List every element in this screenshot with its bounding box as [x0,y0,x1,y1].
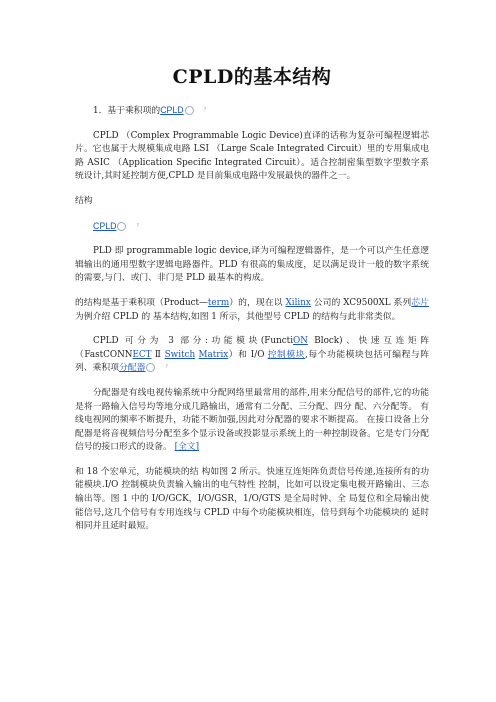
paragraph-function-block: 和 18 个宏单元，功能模块的结 构如图 2 所示。快速互连矩阵负责信号传递,连接所有的功能模块.I/O 控制模块负责输入输出的电气特性 控制，比如可以设定集电极开路输出、三态输出等。图 1 中的 I/O/GCK，I/O/GSR，1/O/GTS 是全局时钟、全 局复位和全局输出使能信号,这几个信号有专用连线与 CPLD 中每个功能模块相连，信号到每个功能模块的 延时相同并且延时最短。 [75,466,429,532]
cpld-link-2[interactable]: CPLD [93,220,117,231]
switch-link[interactable]: Switch [164,349,196,360]
paragraph-structure [75,297,429,324]
chip-link[interactable]: 芯片 [411,297,429,308]
full-text-link[interactable]: [全文] [174,442,200,453]
help-circle-icon[interactable]: ? [146,363,155,372]
matrix-link[interactable]: Matrix [198,349,229,360]
distributor-link[interactable]: 分配器 [119,363,146,374]
text-run: ）和 I/O [228,349,268,360]
text-run: Ⅱ [151,349,165,360]
term-link[interactable]: term [207,297,230,308]
cpld-link[interactable]: CPLD [160,105,184,115]
text-run: Block)、快速互连矩阵（FastCONN [75,336,430,360]
help-circle-icon[interactable]: ? [185,106,194,115]
text-run: 的结构是基于乘积项（Product— [75,297,208,308]
section-heading-structure: 结构 [75,195,93,206]
paragraph-distributor [75,387,429,455]
section-heading-1 [75,104,429,119]
paragraph-components [75,335,429,376]
text-run: 公司的 XC9500XL 系列 [310,297,412,308]
text-run: 为例介绍 CPLD 的 基本结构,如图 1 所示，其他型号 CPLD 的结构与此非常类似。 [75,311,401,322]
text-run: ）的，现在以 [229,297,286,308]
io-control-link[interactable]: 控制模块 [267,349,306,360]
ect-link[interactable]: ECT [132,349,152,360]
section-heading-2 [75,220,429,235]
xilinx-link[interactable]: Xilinx [285,297,311,308]
heading-prefix: 1．基于乘积项的 [93,106,161,116]
document-page [75,0,429,534]
page-title: CPLD的基本结构 [172,66,332,88]
paragraph-definition: CPLD （Complex Programmable Logic Device)直译的话称为复杂可编程逻辑芯片。它也属于大规模集成电路 LSI （Large Scale Integrated Circuit）里的专用集成电路 ASIC （Application Specific Integrated Circuit）。适合控制密集型数字型数字系统设计,其时延控制方便,CPLD 是目前集成电路中发展最快的器件之一。 [75,130,429,182]
on-link[interactable]: ON [293,336,308,347]
text-run: 分配器是有线电视传输系统中分配网络里最常用的部件,用来分配信号的部件,它的功能是将一路输入信号均等地分成几路输出，通常有二分配、三分配、四分 配、六分配等。 有线电视网的频率不断提升，功能不断加强,因此对分配器的要求不断提高。 在接口设备上分配器是将音视频信号分配至多个显示设备或投影显示系统上的一种控制设备。它是专门分配信号的接口形式的设备。 [75,387,429,453]
text-run: CPLD 可分为 3 部分:功能模块(Functi [93,336,294,347]
help-circle-icon[interactable]: ? [117,222,126,231]
paragraph-pld: PLD 即 programmable logic device,译为可编程逻辑器件，是一个可以产生任意逻辑输出的通用型数字逻辑电路器件。PLD 有很高的集成度，足以满足设计一般的数字系统的需要,与门、或门、非门是 PLD 最基本的构成。 [75,246,429,284]
text-run: ,每个功能模块包括可编程与阵列、乘积项 [75,349,430,374]
